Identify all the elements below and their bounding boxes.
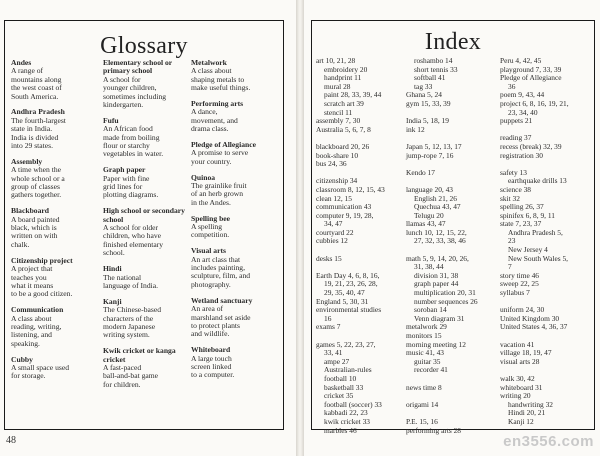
index-subentry: graph paper 44 (414, 279, 459, 289)
glossary-definition-line: photography. (191, 279, 231, 289)
index-subentry: 19, 21, 23, 26, 28, (324, 279, 378, 289)
index-entry: courtyard 22 (316, 227, 354, 237)
glossary-definition-line: screen linked (191, 361, 232, 371)
index-entry: origami 14 (406, 399, 439, 409)
glossary-definition-line: A promise to serve (191, 148, 249, 158)
glossary-definition-line: A dance, (191, 107, 218, 117)
glossary-definition-line: An African food (103, 124, 153, 134)
glossary-definition-line: drama class. (191, 124, 229, 134)
index-column-3 (500, 57, 592, 427)
index-subentry: football 10 (324, 373, 357, 383)
glossary-definition-line: younger children, (103, 83, 157, 93)
index-subentry: Kanji 12 (508, 416, 534, 426)
glossary-definition-line: competition. (191, 230, 230, 240)
index-frame (311, 20, 595, 435)
glossary-definition-line: what it means (11, 280, 54, 290)
index-entry: performing arts 28 (406, 425, 462, 435)
index-subentry: mural 28 (324, 81, 351, 91)
glossary-definition-line: children, who have (103, 231, 161, 241)
index-subentry: 16 (324, 313, 332, 323)
index-entry: project 6, 8, 16, 19, 21, (500, 98, 569, 108)
index-subentry: 34, 47 (324, 219, 343, 229)
glossary-definition-line: A fast-paced (103, 362, 142, 372)
glossary-definition-line: state in India. (11, 124, 53, 134)
glossary-term: Performing arts (191, 99, 244, 109)
index-entry: spelling 26, 37 (500, 202, 544, 212)
glossary-definition-line: flour or starchy (103, 141, 150, 151)
index-entry: skit 32 (500, 193, 520, 203)
index-entry: games 5, 22, 23, 27, (316, 339, 376, 349)
glossary-definition-line: A class about (11, 313, 52, 323)
glossary-term: Andes (11, 58, 32, 67)
index-entry: writing 20 (500, 391, 531, 401)
index-entry: Kendo 17 (406, 167, 435, 177)
glossary-definition-line: finished elementary (103, 239, 164, 249)
glossary-definition-line: to be a good citizen. (11, 289, 73, 299)
index-entry: uniform 24, 30 (500, 305, 545, 315)
glossary-definition-line: A range of (11, 66, 44, 76)
index-subentry: 29, 35, 40, 47 (324, 288, 365, 298)
glossary-term: Hindi (103, 264, 122, 274)
index-entry: Australia 5, 6, 7, 8 (316, 124, 371, 134)
glossary-term: Wetland sanctuary (191, 295, 253, 305)
index-subentry: tag 33 (414, 81, 433, 91)
index-entry: metalwork 29 (406, 322, 447, 332)
index-entry: India 5, 18, 19 (406, 116, 449, 126)
index-subentry: 7 (508, 262, 512, 272)
index-entry: cubbies 12 (316, 236, 348, 246)
glossary-entry (191, 100, 279, 134)
index-subentry: Australian-rules (324, 365, 372, 375)
index-entry: vacation 41 (500, 339, 535, 349)
index-entry: math 5, 9, 14, 20, 26, (406, 253, 469, 263)
index-subentry: New Jersey 4 (508, 245, 548, 255)
glossary-term: Whiteboard (191, 345, 231, 355)
index-entry: state 7, 23, 37 (500, 219, 542, 229)
glossary-definition-line: An art class that (191, 254, 241, 264)
glossary-term: Assembly (11, 156, 43, 166)
glossary-term: Spelling bee (191, 213, 231, 223)
glossary-frame (4, 20, 284, 430)
glossary-definition-line: school. (103, 248, 125, 258)
index-entry: clean 12, 15 (316, 193, 352, 203)
index-entry: morning meeting 12 (406, 339, 466, 349)
index-entry: bus 24, 36 (316, 159, 347, 169)
glossary-term: Kwik cricket or kanga cricket (103, 346, 176, 364)
index-subentry: kabbadi 22, 23 (324, 408, 368, 418)
glossary-entry (191, 59, 279, 93)
index-subentry: 27, 32, 33, 38, 46 (414, 236, 466, 246)
index-entry: United States 4, 36, 37 (500, 322, 568, 332)
glossary-definition-line: The national (103, 272, 142, 282)
index-entry: language 20, 43 (406, 184, 453, 194)
glossary-definition-line: marshland set aside (191, 312, 251, 322)
glossary-definition-line: The fourth-largest (11, 115, 66, 125)
glossary-definition-line: A large touch (191, 353, 232, 363)
glossary-definition-line: to protect plants (191, 320, 240, 330)
glossary-definition-line: to a computer. (191, 370, 235, 380)
glossary-definition-line: made from boiling (103, 132, 160, 142)
index-entry: art 10, 21, 28 (316, 56, 356, 65)
index-entry: reading 37 (500, 133, 532, 143)
index-entry: safety 13 (500, 167, 527, 177)
glossary-term: Andhra Pradesh (11, 107, 65, 117)
glossary-entry (103, 347, 187, 389)
glossary-term: Kanji (103, 296, 122, 306)
index-entry: Earth Day 4, 6, 8, 16, (316, 270, 380, 280)
glossary-term: Blackboard (11, 206, 49, 216)
glossary-column-2 (103, 59, 187, 397)
index-subentry: recorder 41 (414, 365, 448, 375)
glossary-column-1 (11, 59, 95, 388)
glossary-entry (103, 265, 187, 290)
glossary-entry (103, 207, 187, 257)
index-column-1 (316, 57, 406, 435)
index-subentry: cricket 35 (324, 391, 354, 401)
index-entry: syllabus 7 (500, 288, 530, 298)
glossary-entry (191, 215, 279, 240)
glossary-definition-line: A spelling (191, 222, 223, 232)
glossary-definition-line: plotting diagrams. (103, 190, 159, 200)
index-entry: story time 46 (500, 270, 540, 280)
index-subentry: handwriting 32 (508, 399, 553, 409)
index-subentry: soroban 14 (414, 305, 447, 315)
index-subentry: Quechua 43, 47 (414, 202, 461, 212)
glossary-definition-line: mountains along (11, 74, 62, 84)
index-subentry: scratch art 39 (324, 98, 364, 108)
index-entry: playground 7, 33, 39 (500, 64, 562, 74)
index-subentry: New South Wales 5, (508, 253, 569, 263)
glossary-definition-line: modern Japanese (103, 321, 156, 331)
index-entry: music 41, 43 (406, 348, 444, 358)
glossary-definition-line: The Chinese-based (103, 305, 161, 315)
glossary-term: Quinoa (191, 172, 216, 182)
glossary-definition-line: language of India. (103, 280, 159, 290)
glossary-definition-line: A school for older (103, 223, 159, 233)
index-entry: Pledge of Allegiance (500, 73, 562, 83)
index-entry: visual arts 28 (500, 356, 540, 366)
index-subentry: stencil 11 (324, 107, 353, 117)
glossary-entry (103, 166, 187, 200)
index-subentry: Telugu 20 (414, 210, 444, 220)
glossary-entry (191, 297, 279, 339)
index-entry: science 38 (500, 184, 531, 194)
index-entry: Peru 4, 42, 45 (500, 56, 542, 65)
glossary-definition-line: for children. (103, 379, 141, 389)
index-entry: P.E. 15, 16 (406, 416, 438, 426)
glossary-entry (103, 59, 187, 109)
index-entry: sweep 22, 25 (500, 279, 539, 289)
glossary-definition-line: of an herb grown (191, 189, 244, 199)
glossary-entry (11, 356, 95, 381)
glossary-definition-line: the west coast of (11, 83, 62, 93)
index-subentry: guitar 35 (414, 356, 441, 366)
glossary-definition-line: speaking. (11, 338, 40, 348)
glossary-definition-line: India is divided (11, 132, 59, 142)
index-subentry: Venn diagram 31 (414, 313, 465, 323)
index-entry: puppets 21 (500, 116, 533, 126)
index-entry: desks 15 (316, 253, 342, 263)
index-subentry: ampe 27 (324, 356, 350, 366)
index-entry: llamas 43, 47 (406, 219, 446, 229)
glossary-definition-line: characters of the (103, 313, 154, 323)
index-subentry: English 21, 26 (414, 193, 457, 203)
index-subentry: paint 28, 33, 39, 44 (324, 90, 382, 100)
glossary-definition-line: includes painting, (191, 263, 245, 273)
index-subentry: number sequences 26 (414, 296, 478, 306)
index-entry: recess (break) 32, 39 (500, 141, 562, 151)
glossary-definition-line: and wildlife. (191, 329, 230, 339)
index-entry: citizenship 34 (316, 176, 358, 186)
index-subentry: earthquake drills 13 (508, 176, 567, 186)
glossary-definition-line: gathers together. (11, 190, 62, 200)
glossary-term: Cubby (11, 354, 33, 364)
glossary-definition-line: listening, and (11, 330, 52, 340)
glossary-definition-line: shaping metals to (191, 74, 245, 84)
index-entry: whiteboard 31 (500, 382, 543, 392)
index-subentry: softball 41 (414, 73, 446, 83)
glossary-term: Metalwork (191, 58, 227, 67)
index-entry: monitors 15 (406, 331, 442, 340)
glossary-definition-line: The grainlike fruit (191, 181, 247, 191)
index-subentry: football (soccer) 33 (324, 399, 382, 409)
glossary-term: High school or secondary school (103, 206, 185, 224)
index-entry: spinifex 6, 8, 9, 11 (500, 210, 555, 220)
glossary-definition-line: written on with (11, 231, 58, 241)
glossary-definition-line: whole school or a (11, 173, 65, 183)
glossary-term: Citizenship project (11, 255, 73, 265)
index-subentry: 23 (508, 236, 516, 246)
index-subentry: embroidery 20 (324, 64, 368, 74)
glossary-entry (11, 207, 95, 249)
glossary-definition-line: movement, and (191, 115, 238, 125)
index-entry: walk 30, 42 (500, 373, 535, 383)
glossary-definition-line: your country. (191, 156, 232, 166)
glossary-entry (11, 59, 95, 101)
glossary-term: Fufu (103, 115, 119, 125)
index-entry: book-share 10 (316, 150, 359, 160)
book-gutter (296, 0, 304, 456)
index-entry: Japan 5, 12, 13, 17 (406, 141, 462, 151)
glossary-definition-line: chalk. (11, 239, 30, 249)
index-subentry: kwik cricket 33 (324, 416, 370, 426)
index-entry: United Kingdom 30 (500, 313, 560, 323)
index-entry: village 18, 19, 47 (500, 348, 552, 358)
index-entry: jump-rope 7, 16 (406, 150, 454, 160)
glossary-term: Graph paper (103, 165, 146, 175)
index-subentry: 23, 34, 40 (508, 107, 538, 117)
index-subentry: basketball 33 (324, 382, 364, 392)
glossary-definition-line: grid lines for (103, 182, 143, 192)
glossary-definition-line: kindergarten. (103, 100, 144, 110)
glossary-definition-line: ball-and-bat game (103, 371, 159, 381)
index-subentry: roshambo 14 (414, 56, 453, 65)
index-entry: environmental studies (316, 305, 382, 315)
glossary-term: Visual arts (191, 246, 226, 256)
index-subentry: division 31, 38 (414, 270, 459, 280)
glossary-entry (191, 346, 279, 380)
index-subentry: 33, 41 (324, 348, 343, 358)
index-subentry: Andhra Pradesh 5, (508, 227, 563, 237)
index-entry: assembly 7, 30 (316, 116, 361, 126)
index-entry: classroom 8, 12, 15, 43 (316, 184, 385, 194)
glossary-definition-line: A board painted (11, 214, 60, 224)
glossary-term: Pledge of Allegiance (191, 140, 256, 150)
index-entry: lunch 10, 12, 15, 22, (406, 227, 467, 237)
index-entry: England 5, 30, 31 (316, 296, 369, 306)
watermark: en3556.com (503, 433, 594, 450)
glossary-definition-line: reading, writing, (11, 321, 62, 331)
index-entry: gym 15, 33, 39 (406, 98, 451, 108)
index-title: Index (424, 29, 482, 55)
glossary-definition-line: for storage. (11, 371, 46, 381)
page-number: 48 (6, 435, 16, 446)
index-entry: poem 9, 43, 44 (500, 90, 545, 100)
glossary-entry (103, 117, 187, 159)
glossary-term: Elementary school or primary school (103, 58, 173, 76)
index-subentry: 36 (508, 81, 516, 91)
glossary-definition-line: A small space used (11, 362, 69, 372)
glossary-definition-line: An area of (191, 304, 224, 314)
index-column-2 (406, 57, 498, 435)
glossary-title: Glossary (100, 33, 188, 59)
index-entry: ink 12 (406, 124, 425, 134)
glossary-page (0, 0, 296, 456)
glossary-definition-line: A class about (191, 66, 232, 76)
index-page (304, 0, 600, 456)
glossary-definition-line: vegetables in water. (103, 149, 164, 159)
index-subentry: handprint 11 (324, 73, 362, 83)
glossary-definition-line: black, which is (11, 223, 57, 233)
index-entry: communication 43 (316, 202, 372, 212)
index-subentry: 31, 38, 44 (414, 262, 444, 272)
index-subentry: multiplication 20, 31 (414, 288, 476, 298)
glossary-definition-line: sometimes including (103, 91, 167, 101)
glossary-definition-line: writing system. (103, 330, 150, 340)
glossary-definition-line: A time when the (11, 165, 61, 175)
index-entry: blackboard 20, 26 (316, 141, 370, 151)
glossary-entry (11, 306, 95, 348)
index-entry: exams 7 (316, 322, 341, 332)
glossary-entry (191, 247, 279, 289)
glossary-column-3 (191, 59, 279, 387)
glossary-term: Communication (11, 305, 64, 315)
glossary-definition-line: South America. (11, 91, 59, 101)
glossary-entry (191, 174, 279, 208)
glossary-definition-line: A school for (103, 74, 141, 84)
index-subentry: short tennis 33 (414, 64, 458, 74)
glossary-entry (103, 298, 187, 340)
index-entry: news time 8 (406, 382, 442, 392)
index-entry: registration 30 (500, 150, 543, 160)
glossary-definition-line: sculpture, film, and (191, 271, 251, 281)
glossary-definition-line: group of classes (11, 182, 60, 192)
glossary-definition-line: in the Andes. (191, 197, 231, 207)
glossary-definition-line: Paper with fine (103, 173, 150, 183)
index-entry: computer 9, 19, 28, (316, 210, 374, 220)
glossary-entry (191, 141, 279, 166)
index-subentry: Hindi 20, 21 (508, 408, 546, 418)
glossary-entry (11, 257, 95, 299)
glossary-entry (11, 108, 95, 150)
index-subentry: marbles 46 (324, 425, 357, 435)
glossary-definition-line: make useful things. (191, 83, 251, 93)
glossary-entry (11, 158, 95, 200)
glossary-definition-line: A project that (11, 264, 53, 274)
index-entry: Ghana 5, 24 (406, 90, 442, 100)
glossary-definition-line: into 29 states. (11, 141, 53, 151)
glossary-definition-line: teaches you (11, 272, 47, 282)
